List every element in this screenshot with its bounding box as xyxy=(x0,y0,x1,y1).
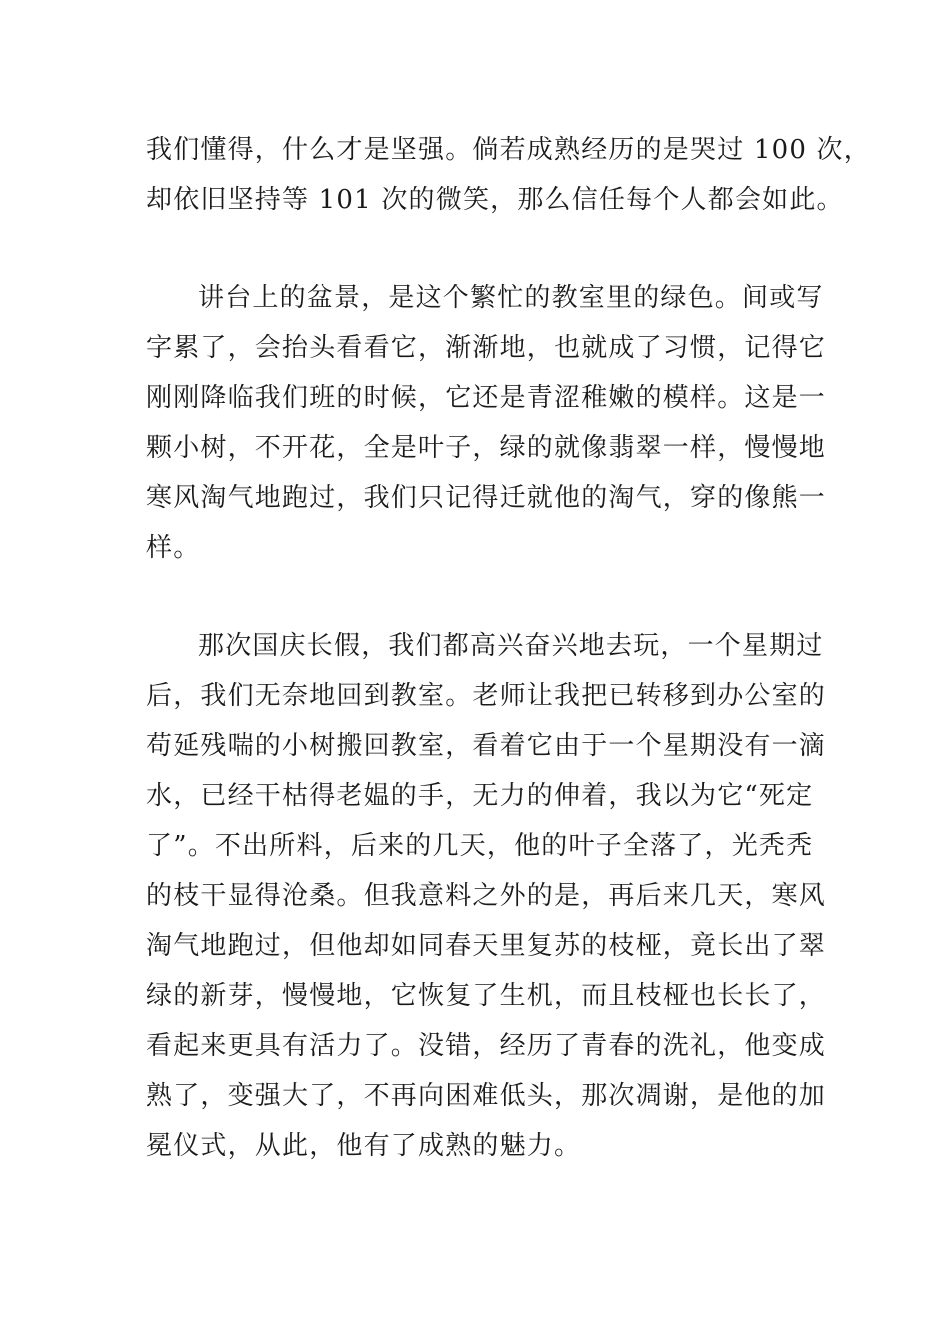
paragraph-3-line-4: 水，已经干枯得老媪的手，无力的伸着，我以为它“死定 xyxy=(146,781,814,811)
paragraph-1-line-2: 却依旧坚持等 101 次的微笑，那么信任每个人都会如此。 xyxy=(146,185,844,215)
paragraph-3-line-5: 了”。不出所料，后来的几天，他的叶子全落了，光秃秃 xyxy=(146,831,814,861)
paragraph-2-line-6: 样。 xyxy=(146,533,201,563)
paragraph-2-line-5: 寒风淘气地跑过，我们只记得迁就他的淘气，穿的像熊一 xyxy=(146,483,827,513)
paragraph-2-line-4: 颗小树，不开花，全是叶子，绿的就像翡翠一样，慢慢地 xyxy=(146,433,827,463)
paragraph-3-line-11: 冕仪式，从此，他有了成熟的魅力。 xyxy=(146,1131,582,1161)
paragraph-3-line-2: 后，我们无奈地回到教室。老师让我把已转移到办公室的 xyxy=(146,681,827,711)
paragraph-3-line-6: 的枝干显得沧桑。但我意料之外的是，再后来几天，寒风 xyxy=(146,881,827,911)
paragraph-3-line-10: 熟了，变强大了，不再向困难低头，那次凋谢，是他的加 xyxy=(146,1081,827,1111)
paragraph-3-line-3: 苟延残喘的小树搬回教室，看着它由于一个星期没有一滴 xyxy=(146,731,827,761)
paragraph-2-line-2: 字累了，会抬头看看它，渐渐地，也就成了习惯，记得它 xyxy=(146,333,827,363)
paragraph-2-line-3: 刚刚降临我们班的时候，它还是青涩稚嫩的模样。这是一 xyxy=(146,383,827,413)
paragraph-3-line-1: 那次国庆长假，我们都高兴奋兴地去玩，一个星期过 xyxy=(198,631,824,661)
paragraph-3-line-7: 淘气地跑过，但他却如同春天里复苏的枝桠，竟长出了翠 xyxy=(146,931,827,961)
paragraph-2-line-1: 讲台上的盆景，是这个繁忙的教室里的绿色。间或写 xyxy=(198,283,824,313)
paragraph-3-line-9: 看起来更具有活力了。没错，经历了青春的洗礼，他变成 xyxy=(146,1031,827,1061)
paragraph-1-line-1: 我们懂得，什么才是坚强。倘若成熟经历的是哭过 100 次， xyxy=(146,135,871,165)
paragraph-3-line-8: 绿的新芽，慢慢地，它恢复了生机，而且枝桠也长长了， xyxy=(146,981,827,1011)
